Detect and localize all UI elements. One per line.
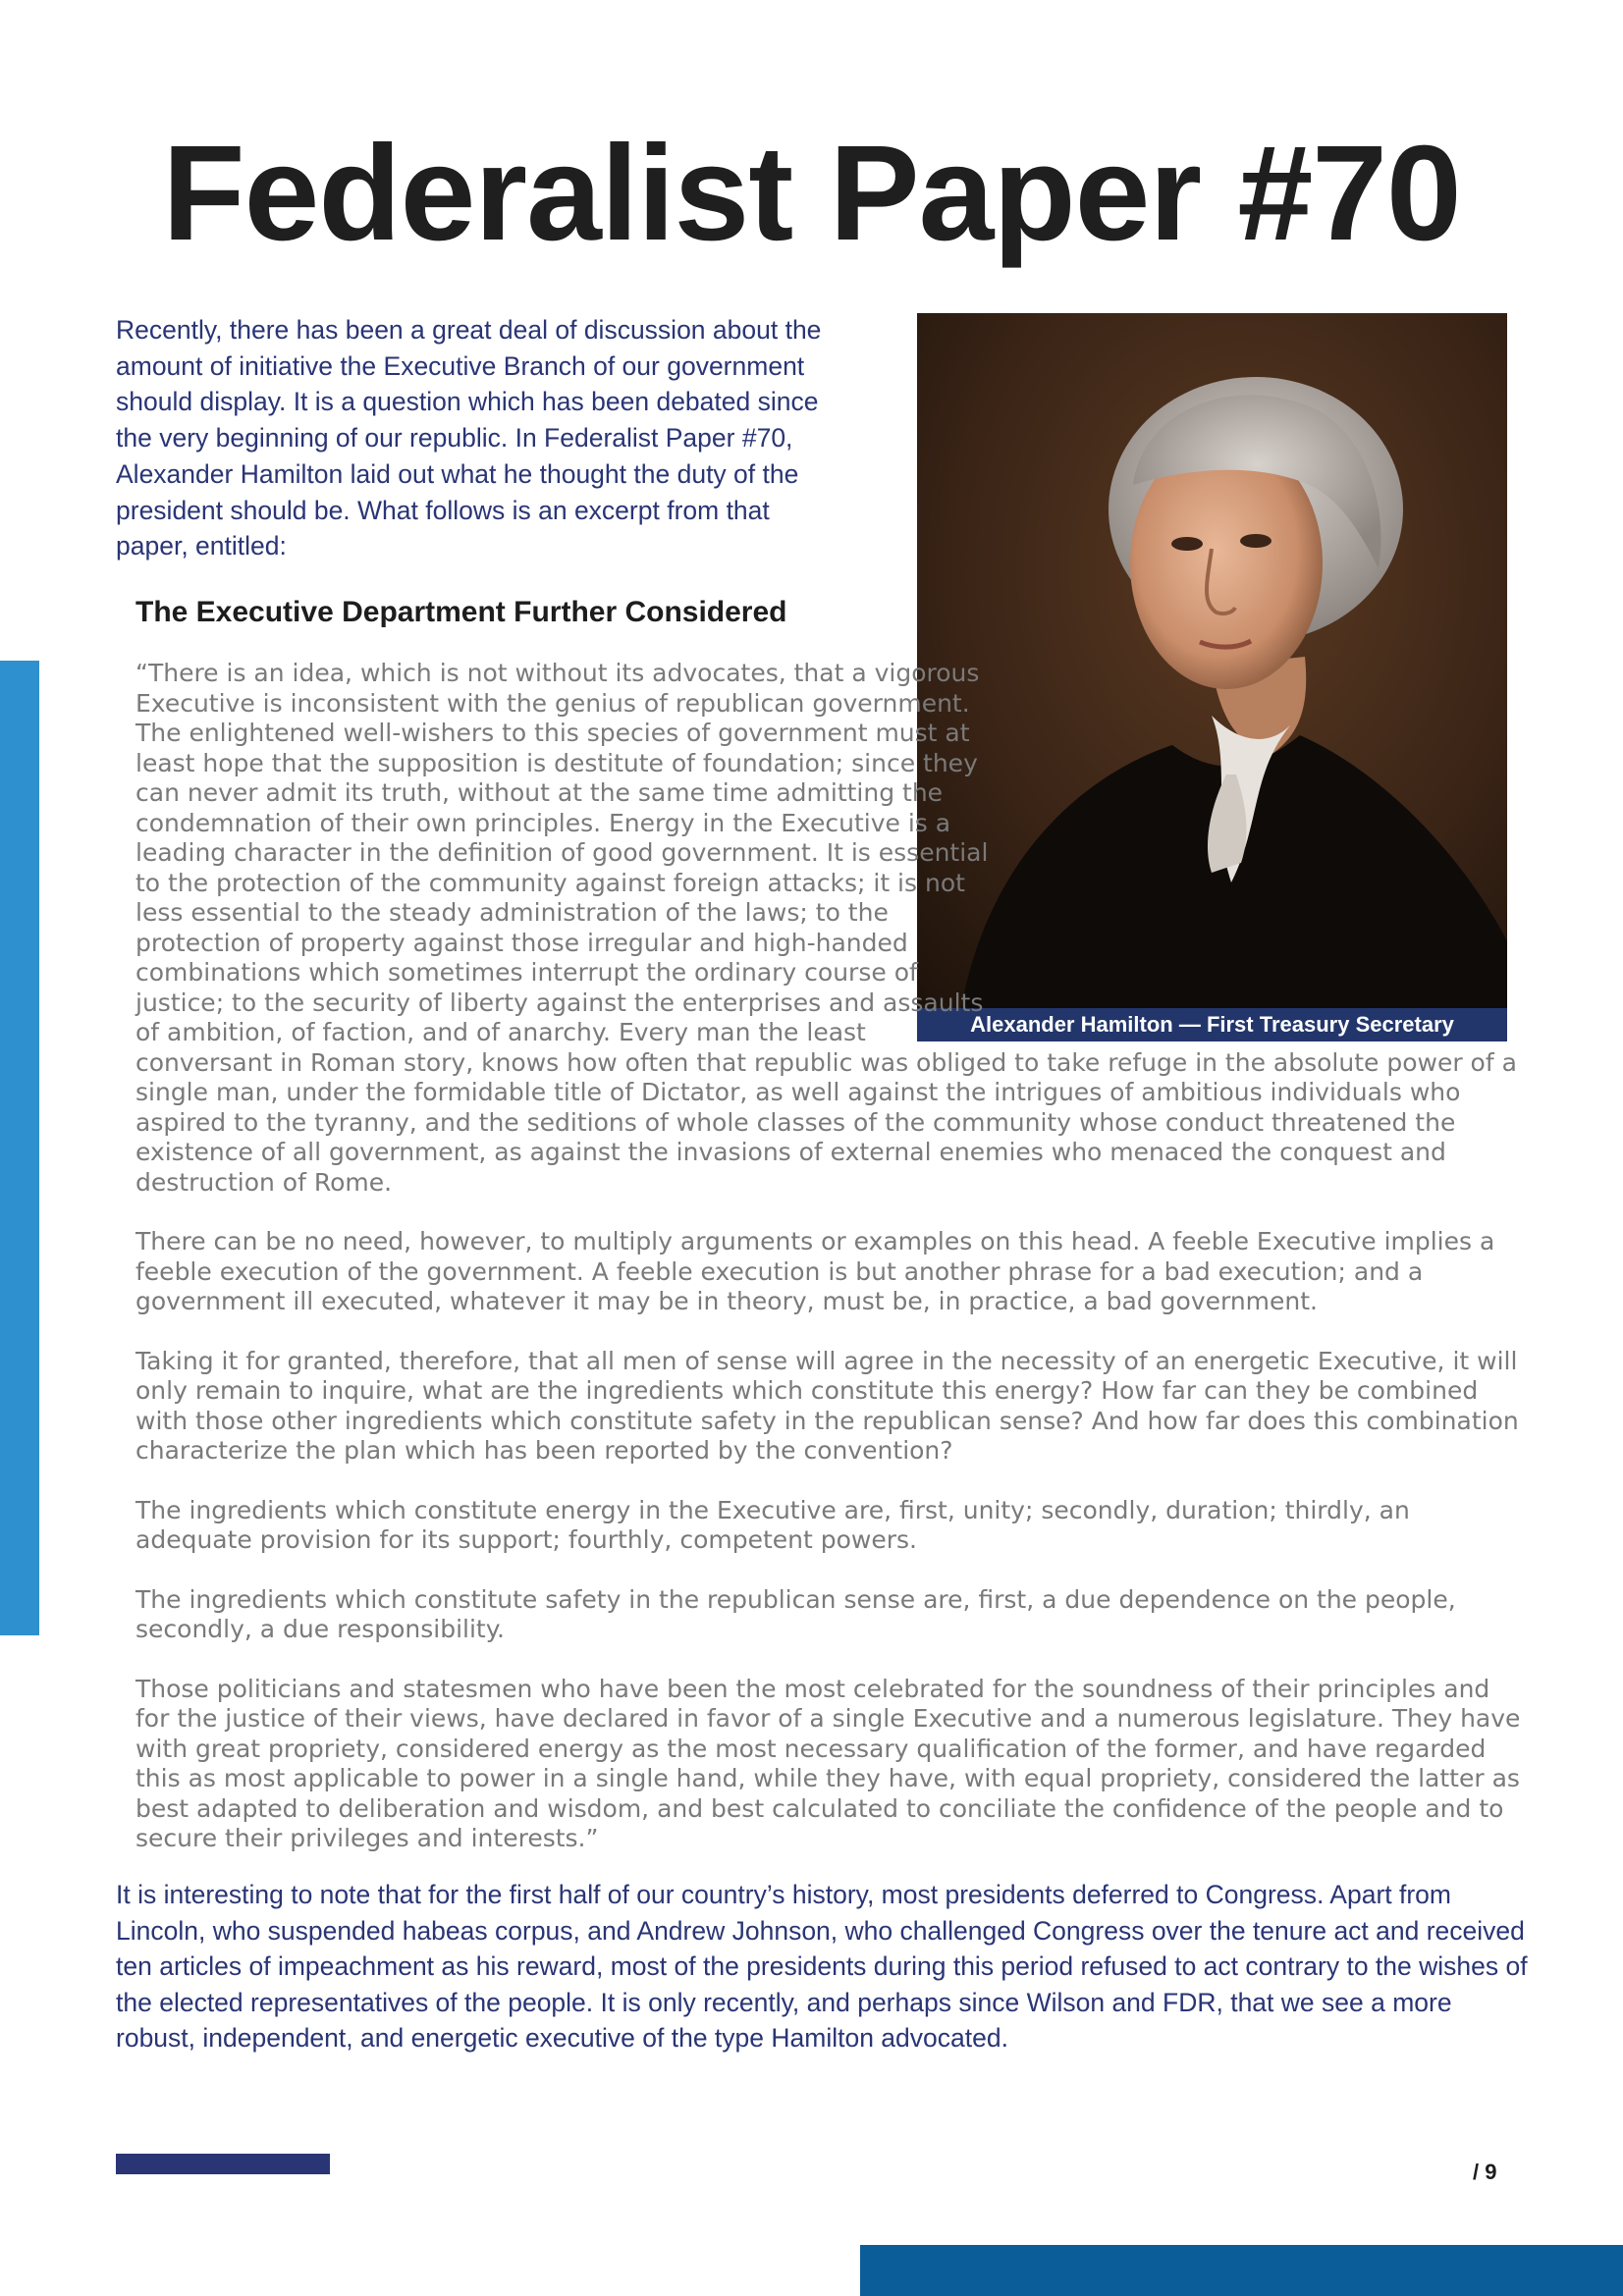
quote-paragraph: The ingredients which constitute safety in the republican sense are, first, a due dependence on the people, secondly, a due responsibility.	[135, 1584, 1456, 1643]
page-number: / 9	[1473, 2160, 1497, 2184]
conclusion-paragraph: It is interesting to note that for the first half of our country’s history, most presidents deferred to Congress. Apart from Lincoln, who suspended habeas corpus, and Andrew Johnson, who challenged Congress over the tenure act and received ten articles of impeachment as his reward, most of the presidents during this period refused to act contrary to the wishes of the elected representatives of the people. It is only recently, and perhaps since Wilson and FDR, that we see a more robust, independent, and energetic executive of the type Hamilton advocated.	[116, 1880, 1528, 2053]
page-title: Federalist Paper #70	[162, 118, 1461, 269]
quote-paragraph: Taking it for granted, therefore, that all men of sense will agree in the necessity of an energetic Executive, it will only remain to inquire, what are the ingredients which constitute this energy? How far can they be combined with those other ingredients which constitute safety in the republican sense? And how far does this combination characterize the plan which has been reported by the convention?	[135, 1346, 1519, 1465]
quote-paragraph: There can be no need, however, to multiply arguments or examples on this head. A feeble Executive implies a feeble execution of the government. A feeble execution is but another phrase for a bad execution; and a government ill executed, whatever it may be in theory, must be, in practice, a bad government.	[135, 1227, 1495, 1315]
quote-block	[135, 659, 1530, 1884]
section-heading: The Executive Department Further Considered	[135, 596, 787, 628]
left-accent-bar	[0, 661, 39, 1635]
intro-paragraph: Recently, there has been a great deal of discussion about the amount of initiative the Executive Branch of our government should display. It is a question which has been debated since the very beginning of our republic. In Federalist Paper #70, Alexander Hamilton laid out what he thought the duty of the president should be. What follows is an excerpt from that paper, entitled:	[116, 315, 822, 561]
quote-paragraph: “There is an idea, which is not without its advocates, that a vigorous Executive is inconsistent with the genius of republican government. The enlightened well-wishers to this species of government must at least hope that the supposition is destitute of foundation; since they can never admit its truth, without at the same time admitting the condemnation of their own principles. Energy in the Executive is a leading character in the definition of good government. It is essential to the protection of the community against foreign attacks; it is not less essential to the steady administration of the laws; to the protection of property against those irregular and high-handed combinations which sometimes interrupt the ordinary course of justice; to the security of liberty against the enterprises and assaults of ambition, of faction, and of anarchy. Every man the least conversant in Roman story, knows how often that republic was obliged to take refuge in the absolute power of a single man, under the formidable title of Dictator, as well against the intrigues of ambitious individuals who aspired to the tyranny, and the seditions of whole classes of the community whose conduct threatened the existence of all government, as against the invasions of external enemies who menaced the conquest and destruction of Rome.	[135, 659, 1517, 1197]
image-caption: Alexander Hamilton — First Treasury Secretary	[917, 1008, 1507, 1041]
quote-paragraph: Those politicians and statesmen who have been the most celebrated for the soundness of their principles and for the justice of their views, have declared in favor of a single Executive and a numerous legislature. They have with great propriety, considered energy as the most necessary qualification of the former, and have regarded this as most applicable to power in a single hand, while they have, with equal propriety, considered the latter as best adapted to deliberation and wisdom, and best calculated to conciliate the confidence of the people and to secure their privileges and interests.”	[135, 1674, 1521, 1852]
quote-paragraph: The ingredients which constitute energy in the Executive are, first, unity; secondly, duration; thirdly, an adequate provision for its support; fourthly, competent powers.	[135, 1495, 1410, 1554]
footer-rule	[116, 2154, 330, 2174]
image-wrap-spacer	[1009, 659, 1530, 1034]
bottom-accent-bar	[860, 2245, 1623, 2296]
